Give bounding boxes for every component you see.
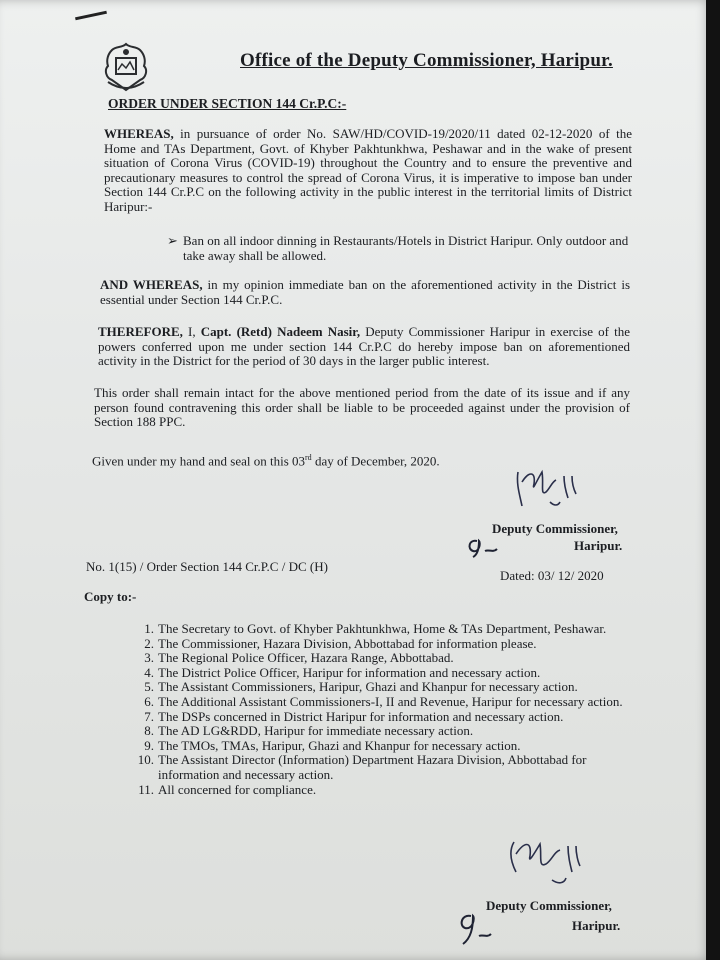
and-whereas-text: in my opinion immediate ban on the aforementioned activity in the District is essential under Section 144 Cr.P.C. — [100, 277, 631, 307]
copy-to-list — [128, 622, 638, 797]
list-text: The District Police Officer, Haripur for information and necessary action. — [158, 664, 541, 680]
list-item — [128, 753, 638, 782]
signatory-title-1: Deputy Commissioner, — [492, 521, 618, 536]
given-sup: rd — [305, 453, 312, 462]
list-number: 3. — [144, 650, 154, 666]
given-line — [92, 453, 440, 469]
list-text: The Secretary to Govt. of Khyber Pakhtunkhwa, Home & TAs Department, Peshawar. — [158, 621, 607, 636]
signatory-place-2: Haripur. — [572, 918, 621, 933]
list-item — [128, 739, 638, 754]
list-item — [128, 637, 638, 652]
list-text: The DSPs concerned in District Haripur for information and necessary action. — [158, 708, 564, 724]
list-text: The Regional Police Officer, Hazara Range, Abbottabad. — [158, 650, 454, 666]
list-text: The Additional Assistant Commissioners-I, II and Revenue, Haripur for necessary action. — [158, 693, 623, 709]
list-number: 10. — [137, 752, 154, 768]
initials-1 — [463, 535, 511, 559]
background-edge — [706, 0, 720, 960]
list-number: 7. — [144, 708, 154, 724]
therefore-paragraph — [98, 325, 630, 369]
kp-emblem-icon — [100, 40, 152, 94]
and-whereas-lead: AND WHEREAS, — [100, 277, 203, 292]
signature-2 — [500, 832, 600, 894]
order-heading: ORDER UNDER SECTION 144 Cr.P.C:- — [108, 96, 347, 111]
list-item — [128, 651, 638, 666]
list-number: 8. — [144, 723, 154, 739]
therefore-lead: THEREFORE, — [98, 324, 183, 339]
remain-paragraph: This order shall remain intact for the above mentioned period from the date of its issue and if any person found contravening this order shall be liable to be proceeded against under the provision of Section 188 PPC. — [94, 385, 630, 429]
list-text: The Commissioner, Hazara Division, Abbottabad for information please. — [158, 635, 537, 651]
list-number: 1. — [144, 621, 154, 636]
whereas-paragraph — [104, 127, 632, 214]
list-item — [128, 695, 638, 710]
ban-bullet-text: Ban on all indoor dinning in Restaurants/Hotels in District Haripur. Only outdoor and take away shall be allowed. — [183, 233, 629, 263]
whereas-lead: WHEREAS, — [104, 126, 174, 141]
list-item — [128, 710, 638, 725]
whereas-text: in pursuance of order No. SAW/HD/COVID-19/2020/11 dated 02-12-2020 of the Home and TAs Department, Govt. of Khyber Pakhtunkhwa, Peshawar and in the wake of present situation of Corona Virus (COVID-19) throughout the Country and to ensure the preventive and precautionary measures to control the spread of Corona Virus, it is imperative to impose ban under Section 144 Cr.P.C on the following activity in the public interest in the territorial limits of District Haripur:- — [104, 126, 632, 214]
reference-number: No. 1(15) / Order Section 144 Cr.P.C / DC (H) — [86, 559, 328, 574]
ban-bullet — [167, 233, 629, 263]
office-title: Office of the Deputy Commissioner, Haripur. — [240, 50, 613, 71]
initials-2 — [455, 910, 499, 948]
list-text: The AD LG&RDD, Haripur for immediate necessary action. — [158, 723, 474, 739]
list-text: The TMOs, TMAs, Haripur, Ghazi and Khanpur for necessary action. — [158, 737, 521, 753]
arrow-bullet-icon: ➢ — [167, 233, 178, 248]
list-number: 2. — [144, 635, 154, 651]
list-item — [128, 680, 638, 695]
list-item — [128, 666, 638, 681]
list-number: 5. — [144, 679, 154, 695]
list-number: 11. — [138, 781, 154, 797]
list-item — [128, 622, 638, 637]
copy-to-heading: Copy to:- — [84, 589, 137, 604]
list-number: 6. — [144, 693, 154, 709]
therefore-pre: I, — [182, 324, 201, 339]
therefore-text: Deputy Commissioner Haripur in exercise of the powers conferred upon me under section 144 Cr.P.C do hereby impose ban on aforementioned activity in the District for the period of 30 days in the larger public interest. — [98, 324, 630, 368]
list-item — [128, 724, 638, 739]
list-text: The Assistant Director (Information) Department Hazara Division, Abbottabad for information and necessary action. — [158, 752, 587, 782]
commissioner-name: Capt. (Retd) Nadeem Nasir, — [200, 324, 361, 339]
given-post: day of December, 2020. — [311, 453, 440, 469]
signature-1 — [506, 462, 596, 514]
signatory-title-2: Deputy Commissioner, — [486, 898, 612, 913]
signatory-place-1: Haripur. — [574, 538, 623, 553]
pen-mark — [75, 11, 107, 21]
given-pre: Given under my hand and seal on this 03 — [92, 453, 306, 469]
reference-date: Dated: 03/ 12/ 2020 — [500, 568, 604, 583]
list-number: 4. — [144, 664, 154, 680]
list-number: 9. — [144, 737, 154, 753]
list-text: All concerned for compliance. — [158, 781, 317, 797]
list-item — [128, 783, 638, 798]
and-whereas-paragraph — [100, 278, 630, 307]
list-text: The Assistant Commissioners, Haripur, Ghazi and Khanpur for necessary action. — [158, 679, 578, 695]
